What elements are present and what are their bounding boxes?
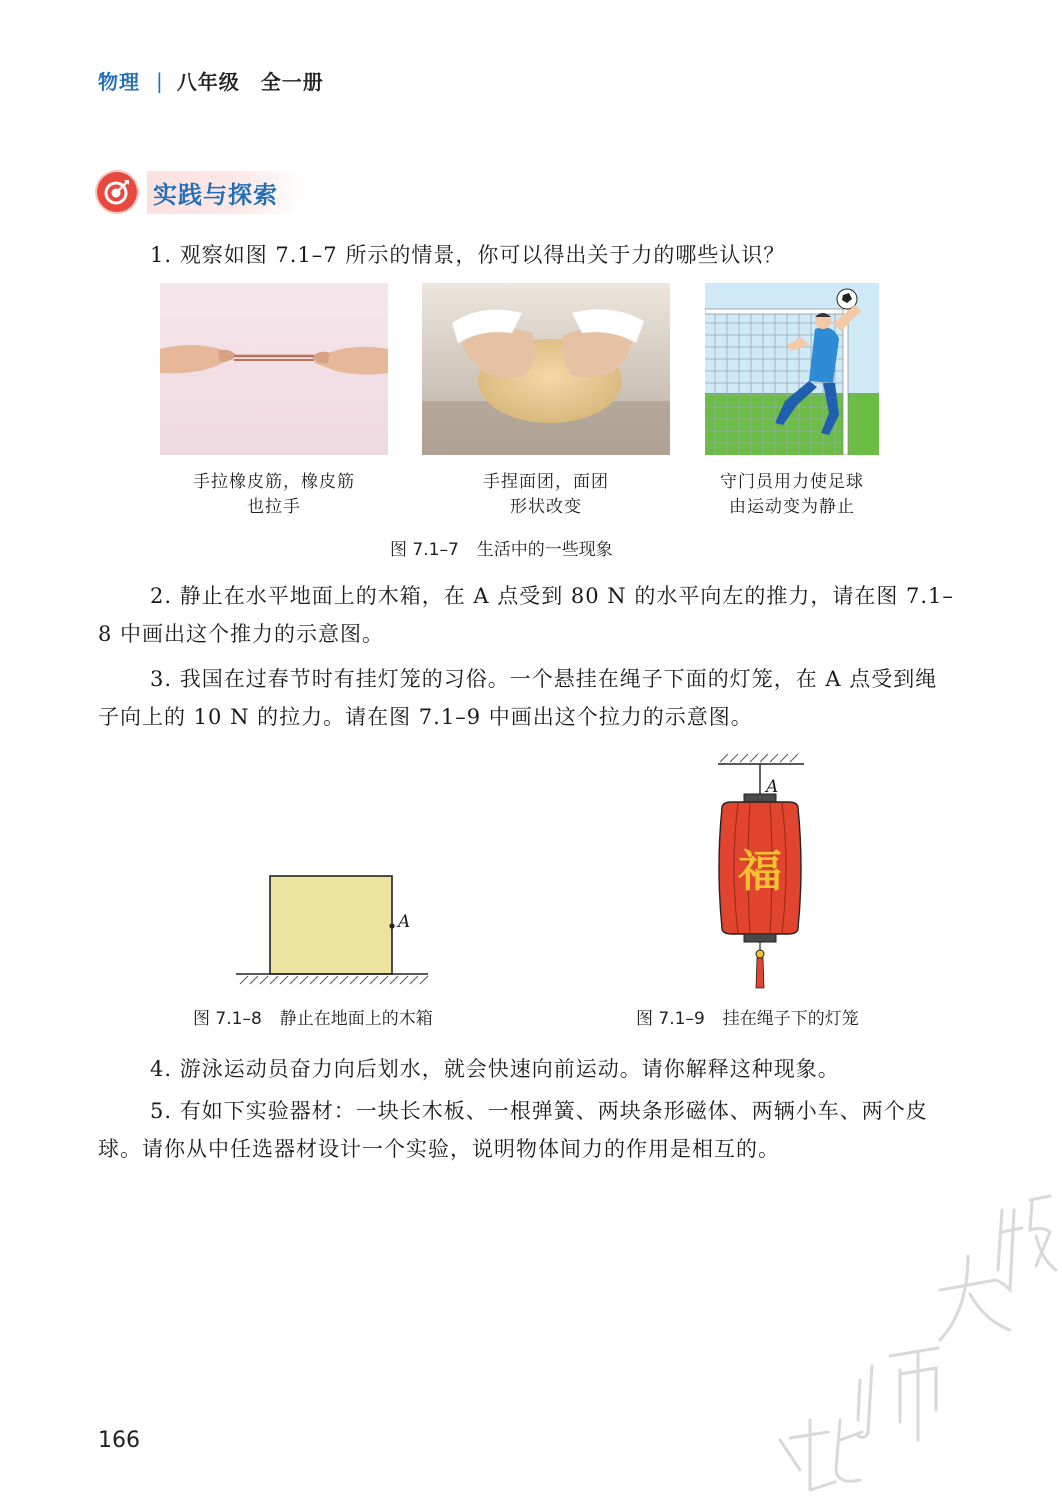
figure-title: 挂在绳子下的灯笼 [722, 1009, 859, 1029]
lantern-point-label: A [766, 777, 779, 797]
caption-line: 由运动变为静止 [729, 497, 855, 517]
photo-goalkeeper [705, 283, 879, 455]
section-heading [97, 172, 327, 212]
figure-number: 图 7.1–8 [193, 1009, 262, 1029]
caption-line: 手捏面团，面团 [483, 472, 609, 492]
figure-7-1-9-caption [636, 1004, 859, 1029]
target-icon [97, 172, 137, 212]
question-4: 4. 游泳运动员奋力向后划水，就会快速向前运动。请你解释这种现象。 [150, 1057, 840, 1081]
question-3: 3. 我国在过春节时有挂灯笼的习俗。一个悬挂在绳子下面的灯笼，在 A 点受到绳子向上的 10 N 的拉力。请在图 7.1–9 中画出这个拉力的示意图。 [98, 667, 938, 729]
figure-7-1-8-caption [193, 1004, 433, 1029]
header-separator: | [156, 68, 163, 93]
caption-line: 手拉橡皮筋，橡皮筋 [193, 472, 355, 492]
caption-line: 也拉手 [247, 497, 301, 517]
question-1: 1. 观察如图 7.1–7 所示的情景，你可以得出关于力的哪些认识？ [150, 243, 786, 267]
question-2: 2. 静止在水平地面上的木箱，在 A 点受到 80 N 的水平向左的推力，请在图 7.1–8 中画出这个推力的示意图。 [98, 584, 954, 646]
figure-title: 静止在地面上的木箱 [279, 1009, 433, 1029]
figure-title: 生活中的一些现象 [476, 540, 613, 560]
figure-number: 图 7.1–9 [636, 1009, 705, 1029]
caption-rubber-band [160, 470, 388, 520]
caption-goalkeeper [700, 470, 884, 520]
publisher-watermark [740, 1170, 1060, 1504]
caption-dough [422, 470, 670, 520]
page-number: 166 [98, 1428, 140, 1453]
box-point-label: A [398, 912, 411, 932]
lantern-character: 福 [738, 846, 782, 897]
figure-number: 图 7.1–7 [390, 540, 459, 560]
caption-line: 守门员用力使足球 [720, 472, 864, 492]
header-grade: 八年级 全一册 [176, 70, 324, 94]
point-a-dot [389, 923, 394, 928]
header-subject: 物理 [98, 70, 140, 94]
question-5: 5. 有如下实验器材：一块长木板、一根弹簧、两块条形磁体、两辆小车、两个皮球。请你从中任选器材设计一个实验，说明物体间力的作用是相互的。 [98, 1099, 928, 1161]
page-header [98, 66, 324, 95]
caption-line: 形状改变 [510, 497, 582, 517]
photo-rubber-band [160, 283, 388, 455]
section-title: 实践与探索 [147, 171, 302, 214]
wooden-box [270, 876, 392, 974]
figure-7-1-7-caption [390, 535, 613, 560]
photo-dough [422, 283, 670, 455]
